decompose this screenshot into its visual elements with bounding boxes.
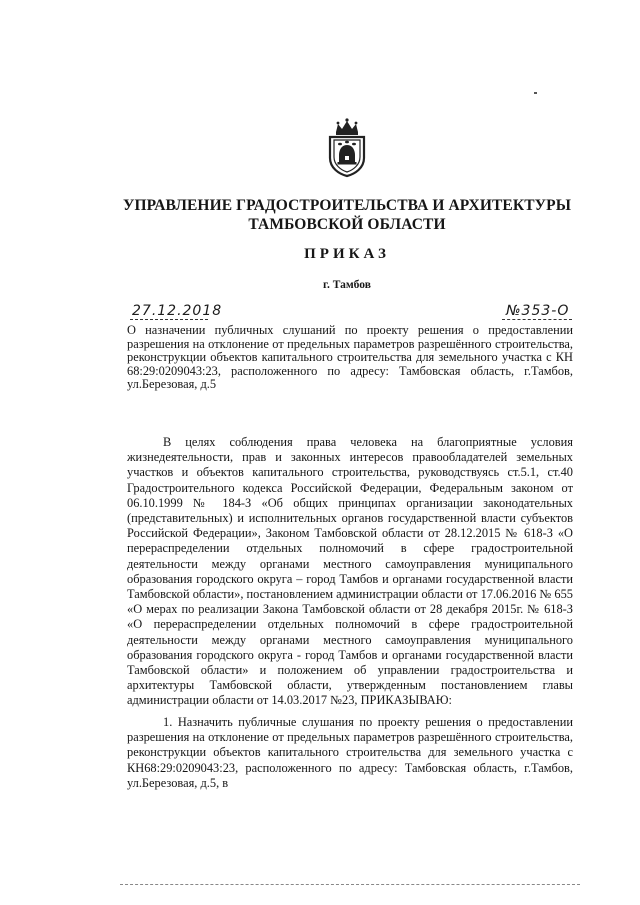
scan-edge-line (120, 884, 580, 886)
order-subject: О назначении публичных слушаний по проекту решения о предоставлении разрешения на отклонение от предельных параметров разрешённого строительства, реконструкции объектов капитального строительства для земельного участка с КН 68:29:0209043:23, расположенного по адресу: Тамбовская область, г.Тамбов, ул.Березовая, д.5 (127, 323, 573, 392)
organization-line-2: ТАМБОВСКОЙ ОБЛАСТИ (248, 216, 446, 233)
organization-name (100, 196, 594, 234)
number-underline (502, 319, 572, 321)
city-label: г. Тамбов (323, 279, 371, 291)
preamble-paragraph: В целях соблюдения права человека на благоприятные условия жизнедеятельности, прав и законных интересов правообладателей земельных участков и объектов капитального строительства, руководствуясь ст.5.1, ст.40 Градостроительного кодекса Российской Федерации, Федеральным законом от 06.10.1999 № 184-З «Об общих принципах организации законодательных (представительных) и исполнительных органов государственной власти субъектов Российской Федерации», Законом Тамбовской области от 28.12.2015 № 618-З «О перераспределении отдельных полномочий в сфере градостроительной деятельности между органами местного самоуправления муниципального образования городского округа – город Тамбов и органами государственной власти Тамбовской области», постановлением администрации области от 17.06.2016 № 655 «О мерах по реализации Закона Тамбовской области от 28 декабря 2015г. № 618-З «О перераспределении отдельных полномочий в сфере градостроительной деятельности между органами местного самоуправления муниципального образования городского округа - город Тамбов и органами государственной власти Тамбовской области» и положением об управлении градостроительства и архитектуры Тамбовской области, утвержденным постановлением главы администрации области от 14.03.2017 №23, ПРИКАЗЫВАЮ: (127, 435, 573, 708)
order-item-1: 1. Назначить публичные слушания по проекту решения о предоставлении разрешения на отклонение от предельных параметров разрешённого строительства, реконструкции объектов капитального строительства для земельного участка с КН68:29:0209043:23, расположенного по адресу: Тамбовская область, г.Тамбов, ул.Березовая, д.5, в (127, 715, 573, 790)
date-underline (130, 319, 208, 321)
scan-speck (534, 92, 537, 94)
organization-line-1: УПРАВЛЕНИЕ ГРАДОСТРОИТЕЛЬСТВА И АРХИТЕКТУРЫ (122, 197, 572, 214)
coat-of-arms-icon (326, 118, 368, 178)
document-type: ПРИКАЗ (304, 246, 390, 262)
handwritten-number: №353-О (506, 303, 570, 319)
handwritten-date: 27.12.2018 (132, 303, 223, 319)
